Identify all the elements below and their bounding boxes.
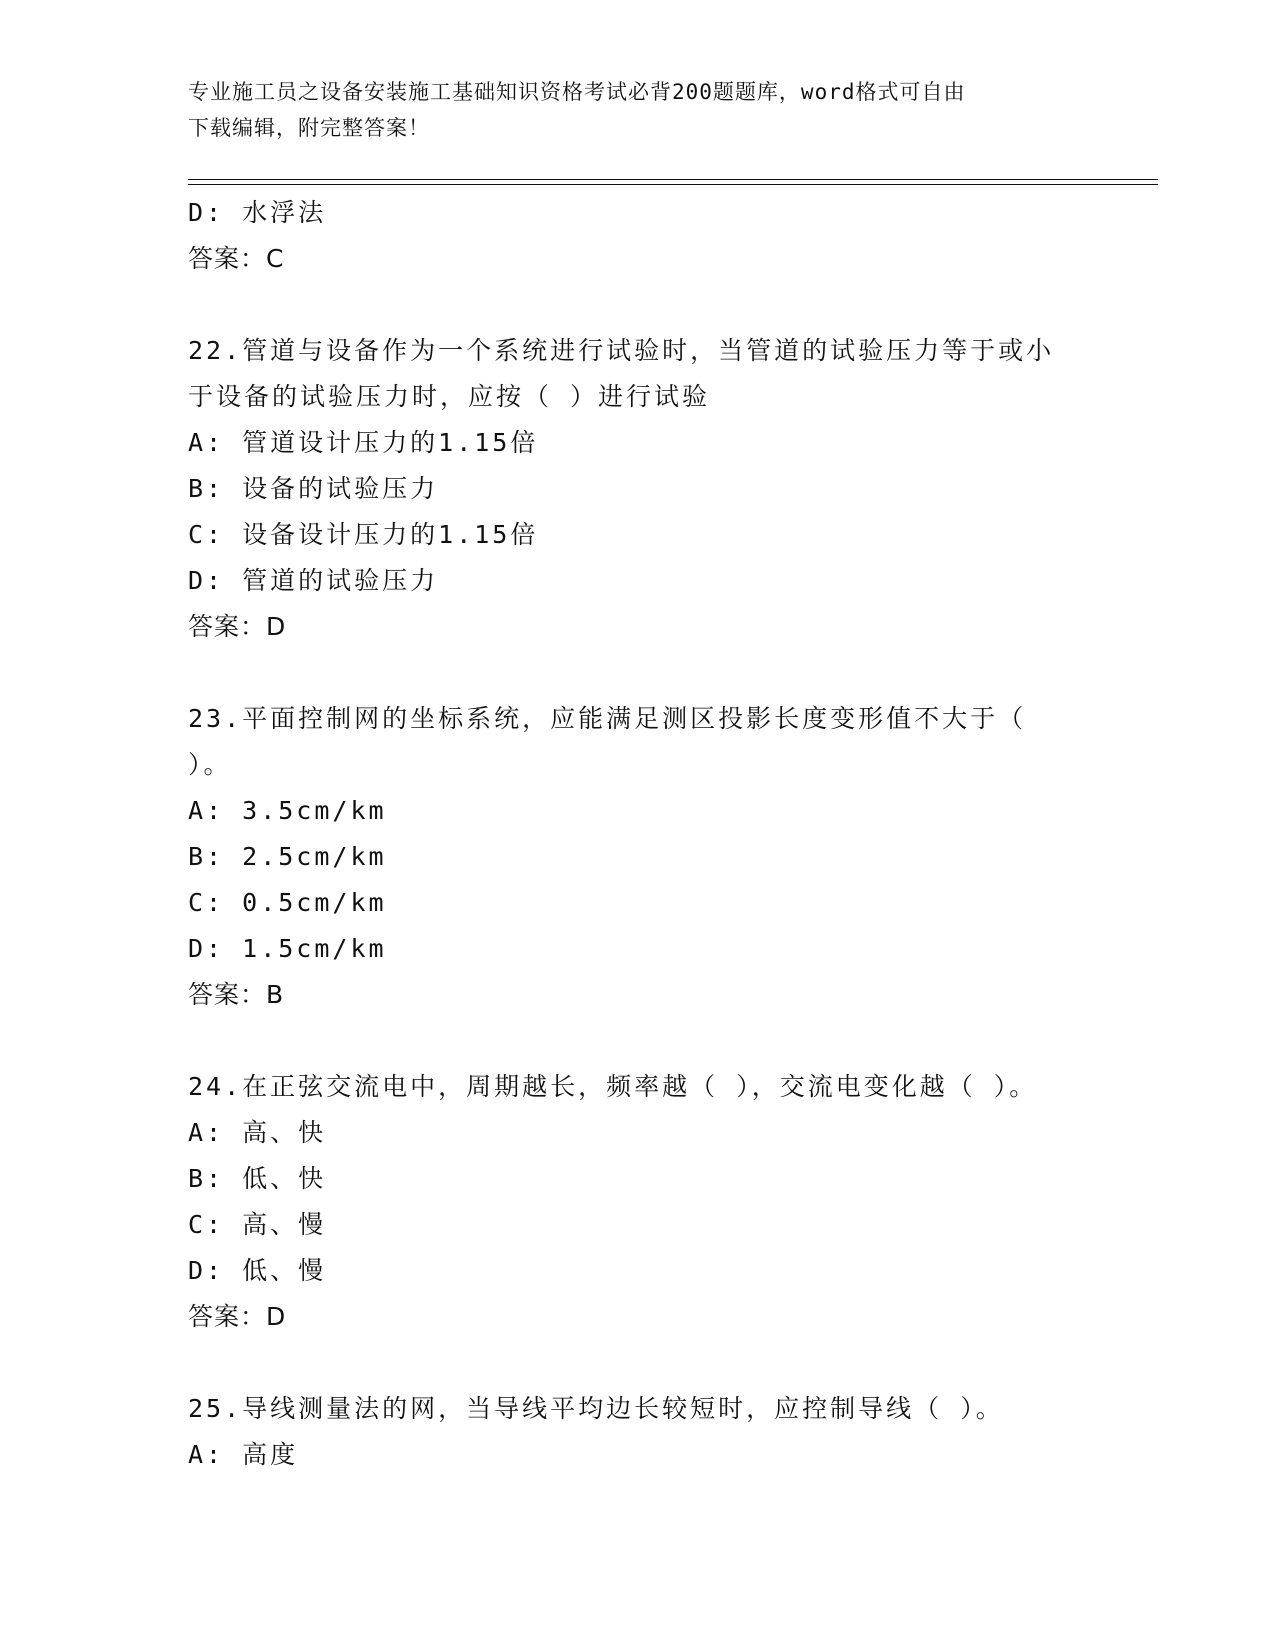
option-b: B: 设备的试验压力 xyxy=(188,474,439,503)
spacer xyxy=(188,650,1088,696)
answer: 答案：D xyxy=(188,1302,287,1331)
question-list xyxy=(188,190,1088,1478)
header-rule-top xyxy=(188,179,1158,180)
option-a: A: 管道设计压力的1.15倍 xyxy=(188,428,539,457)
option-c: C: 设备设计压力的1.15倍 xyxy=(188,520,539,549)
option-d: D: 管道的试验压力 xyxy=(188,566,439,595)
question-25 xyxy=(188,1386,1088,1478)
question-22 xyxy=(188,328,1088,650)
spacer xyxy=(188,282,1088,328)
option-b: B: 低、快 xyxy=(188,1164,327,1193)
document-header xyxy=(188,74,1088,146)
option-b: B: 2.5cm/km xyxy=(188,842,387,871)
option-a: A: 3.5cm/km xyxy=(188,796,387,825)
option-a: A: 高、快 xyxy=(188,1118,327,1147)
answer: 答案：D xyxy=(188,612,287,641)
spacer xyxy=(188,1340,1088,1386)
answer: 答案：B xyxy=(188,980,285,1009)
question-text: 22.管道与设备作为一个系统进行试验时，当管道的试验压力等于或小 xyxy=(188,336,1055,365)
question-text: ）。 xyxy=(188,750,232,779)
option-d: D: 水浮法 xyxy=(188,198,327,227)
answer: 答案：C xyxy=(188,244,285,273)
option-d: D: 1.5cm/km xyxy=(188,934,387,963)
option-d: D: 低、慢 xyxy=(188,1256,327,1285)
question-23 xyxy=(188,696,1088,1018)
header-line-1: 专业施工员之设备安装施工基础知识资格考试必背200题题库，word格式可自由 xyxy=(188,80,966,104)
question-text: 于设备的试验压力时，应按（ ）进行试验 xyxy=(188,382,711,411)
header-rule-bottom xyxy=(188,184,1158,185)
question-text: 24.在正弦交流电中，周期越长，频率越（ ），交流电变化越（ ）。 xyxy=(188,1072,1038,1101)
previous-question-tail xyxy=(188,190,1088,282)
spacer xyxy=(188,1018,1088,1064)
option-c: C: 高、慢 xyxy=(188,1210,327,1239)
option-a: A: 高度 xyxy=(188,1440,299,1469)
option-c: C: 0.5cm/km xyxy=(188,888,387,917)
question-text: 23.平面控制网的坐标系统，应能满足测区投影长度变形值不大于（ xyxy=(188,704,1027,733)
header-line-2: 下载编辑，附完整答案！ xyxy=(188,116,430,140)
question-text: 25.导线测量法的网，当导线平均边长较短时，应控制导线（ ）。 xyxy=(188,1394,1004,1423)
question-24 xyxy=(188,1064,1088,1340)
